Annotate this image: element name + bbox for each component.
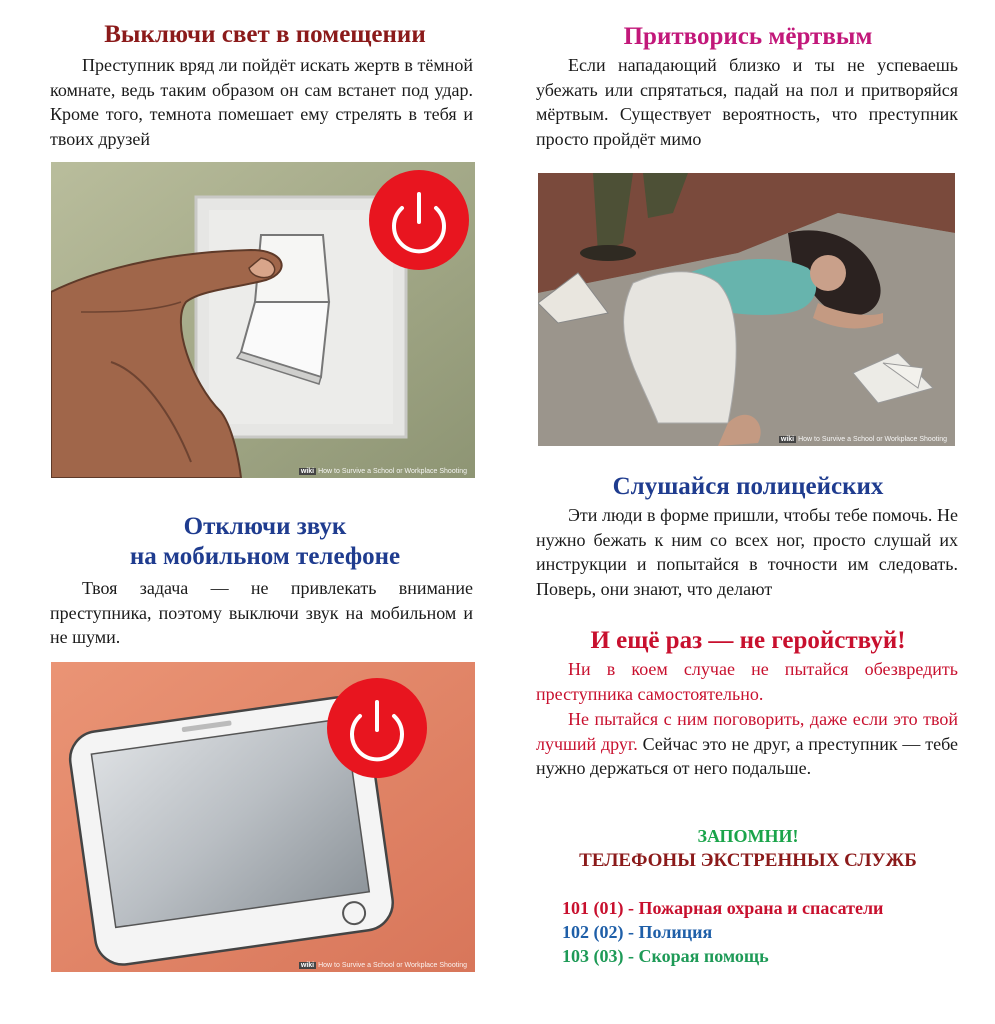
section3-text: Твоя задача — не привлекать внимание преступника, поэтому выключи звук на мобильном и не шуми. xyxy=(50,578,473,647)
light-switch-illustration xyxy=(51,162,475,478)
section5-text2-black: Сейчас это не друг, а преступник — тебе нужно держаться от него подальше. xyxy=(536,733,959,778)
section2-text: Если нападающий близко и ты не успеваешь убежать или спрятаться, падай на пол и притворяйся мёртвым. Существует вероятность, что преступник просто пройдёт мимо xyxy=(536,55,958,149)
image-credit: wiki How to Survive a School or Workplace Shooting xyxy=(780,436,947,443)
mobile-phone-illustration xyxy=(51,662,475,972)
section3-title-line1: Отключи звук xyxy=(183,513,347,540)
section3-title-line2: на мобильном телефоне xyxy=(129,543,401,570)
pretend-dead-illustration xyxy=(538,173,955,446)
section2-title: Притворись мёртвым xyxy=(623,23,873,50)
emergency-title: ТЕЛЕФОНЫ ЭКСТРЕННЫХ СЛУЖБ xyxy=(579,850,917,871)
remember-label: ЗАПОМНИ! xyxy=(697,826,799,846)
section5-text2 xyxy=(536,707,958,781)
section3-title xyxy=(50,512,480,572)
image-credit: wiki How to Survive a School or Workplace Shooting xyxy=(300,962,467,969)
phone-list xyxy=(562,896,883,968)
section4-text: Эти люди в форме пришли, чтобы тебе помочь. Не нужно бежать к ним со всех ног, просто слушай их инструкции и попытайся в точности им следовать. Поверь, они знают, что делают xyxy=(536,505,958,599)
section4-title: Слушайся полицейских xyxy=(612,473,884,500)
section1-text: Преступник вряд ли пойдёт искать жертв в тёмной комнате, ведь таким образом он сам встанет под удар. Кроме того, темнота помешает ему стрелять в тебя и твоих друзей xyxy=(50,55,473,149)
section5-text2-red: Не пытайся с ним поговорить, даже если это твой лучший друг. xyxy=(536,709,958,754)
pretend-dead-image xyxy=(538,173,955,446)
section5-title: И ещё раз — не геройствуй! xyxy=(590,627,906,654)
light-switch-image xyxy=(51,162,475,478)
phone-fire[interactable]: 101 (01) - Пожарная охрана и спасатели xyxy=(562,898,884,918)
image-credit: wiki How to Survive a School or Workplace Shooting xyxy=(300,468,467,475)
phone-ambulance[interactable]: 103 (03) - Скорая помощь xyxy=(562,946,769,966)
mobile-phone-image xyxy=(51,662,475,972)
section1-title: Выключи свет в помещении xyxy=(104,21,426,48)
section5-text1: Ни в коем случае не пытайся обезвредить преступника самостоятельно. xyxy=(536,659,958,704)
phone-police[interactable]: 102 (02) - Полиция xyxy=(562,922,713,942)
